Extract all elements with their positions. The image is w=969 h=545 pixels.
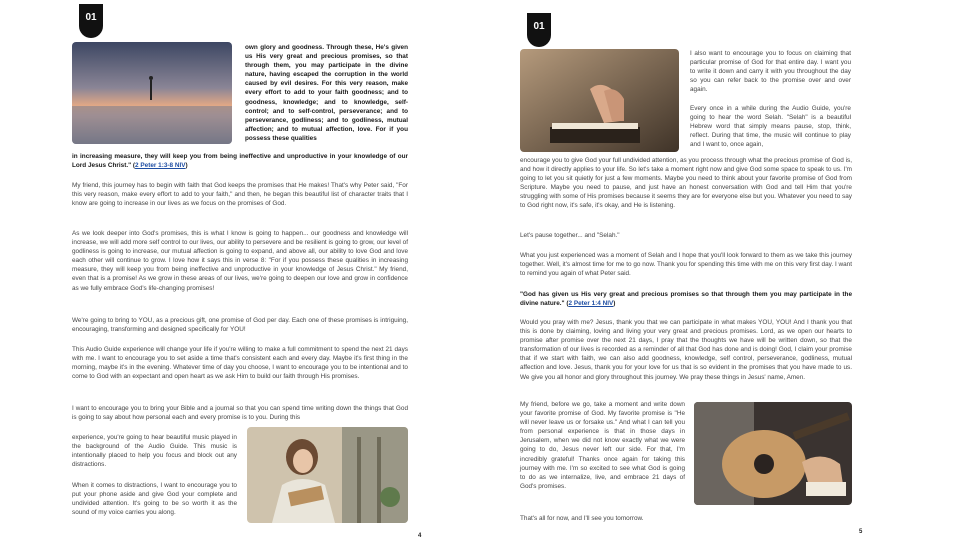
paragraph: Would you pray with me? Jesus, thank you that we can participate in what makes YOU, YOU! And I thank you that this is done by claiming, loving and living your very great and precious promises. Lord, as we open our hearts to promise after promise over the next 21 days, I pray that the thoughts we have will be written down, so that the transformation of our lives is recorded as a reminder of all that God has done and is doing! God, I claim your promise that if we start with faith, we can also add goodness, knowledge, self control, perseverance, godliness, mutual affection and love. Jesus, thank you for your love for us that is so evident in the promises that you have made to us. We give you all honor and glory throughout this journey. We pray these things in Jesus' name, Amen.	[520, 319, 852, 381]
scripture-quote: "God has given us His very great and precious promises so that through them you may participate in the divine nature." (2 Peter 1:4 NIV)	[520, 291, 852, 308]
guitar-bible-photo	[694, 402, 852, 505]
hands-bible-photo	[520, 49, 679, 152]
scripture-part-1: own glory and goodness. Through these, He's given us His very great and precious promises, so that through them, you may participate in the divine nature, having escaped the corruption in the world caused by evil desires. For this very reason, make every effort to add to your faith goodness; and to goodness, knowledge; and to knowledge, self-control; and to self-control, perseverance; and to perseverance, godliness; and to godliness, mutual affection; and to mutual affection, love. For if you possess these qualities	[245, 44, 408, 142]
paragraph: We're going to bring to YOU, as a precious gift, one promise of God per day. Each one of these promises is intriguing, encouraging, transforming and designed specifically for YOU!	[72, 317, 408, 334]
paragraph: Let's pause together... and "Selah."	[520, 232, 620, 239]
paragraph: That's all for now, and I'll see you tomorrow.	[520, 515, 644, 522]
paragraph: encourage you to give God your full undivided attention, as you process through what the precious promise of God is, and how it directly applies to your life. So let's take a moment right now and give God some space to speak to us. I'm going to let you sit quietly for just a few moments. Maybe you need to think about your favorite promise of God from Scripture. Maybe you need to pause, and just have an honest conversation with God and tell Him that you're struggling with some of His promises because it seems they are for everyone else but you. Whatever you need to say to God right now, it's safe, it's okay, and He is listening.	[520, 157, 852, 210]
page-number: 4	[418, 533, 422, 539]
scripture-reference-link[interactable]: 2 Peter 1:3-8 NIV	[135, 162, 186, 170]
scripture-reference-link[interactable]: 2 Peter 1:4 NIV	[568, 300, 614, 308]
sunset-beach-photo	[72, 42, 232, 144]
paragraph: My friend, before we go, take a moment and write down your favorite promise of God. My favorite promise is "He will never leave us or forsake us." And what I can tell you from personal experience is that in those days in Jerusalem, when we did not know exactly what we were going to do, Jesus never left our side. For that, I'm incredibly grateful! Thanks once again for taking this journey with me. I'm so excited to see what God is going to do as we internalize, live, and embrace 21 days of God's promises.	[520, 401, 685, 490]
paragraph: experience, you're going to hear beautiful music played in the background of the Audio Guide. This music is intentionally placed to help you focus and block out any distractions.	[72, 434, 237, 469]
paragraph: This Audio Guide experience will change your life if you're willing to make a full commitment to spend the next 21 days with me. I want to encourage you to set aside a time that's consistent each and every day. Maybe it's first thing in the morning, maybe it's in the evening. Whatever time of day you choose, I want to encourage you to be intentional and to come to God with an expectant and open heart as we ask Him to build our faith through His promises.	[72, 346, 408, 381]
right-page	[484, 0, 969, 545]
paragraph: Every once in a while during the Audio Guide, you're going to hear the word Selah. "Selah" is a beautiful Hebrew word that simply means pause, stop, think, reflect. During that time, the music will continue to play and I want to, once again,	[690, 105, 851, 149]
woman-reading-photo	[247, 427, 408, 523]
paragraph: I also want to encourage you to focus on claiming that particular promise of God for that entire day. I want you to write it down and carry it with you throughout the day so you can refer back to the promise over and over again.	[690, 50, 851, 94]
paragraph: I want to encourage you to bring your Bible and a journal so that you can spend time writing down the things that God is going to say about how personal each and every promise is to you. During this	[72, 405, 408, 422]
day-tab: 01	[79, 4, 103, 38]
day-tab: 01	[527, 13, 551, 47]
paragraph: My friend, this journey has to begin with faith that God keeps the promises that He makes! That's why Peter said, "For this very reason, make every effort to add to your faith," and then, he began this beautiful list of character traits that I know are going to increase in our lives as we focus on the promises of God.	[72, 182, 408, 208]
scripture-part-2: in increasing measure, they will keep you from being ineffective and unproductive in your knowledge of our Lord Jesus Christ." (2 Peter 1:3-8 NIV)	[72, 153, 408, 170]
paragraph: As we look deeper into God's promises, this is what I know is going to happen... our goodness and knowledge will increase, we will add more self control to our lives, our ability to persevere and be resilient is going to grow, our level of godliness is going to increase, our mutual affection is going to expand, and above all, our ability to love God and love each other will continue to grow. I love how it says this in verse 8: "For if you possess these qualities in increasing measure, they will keep you from being ineffective and unproductive in your knowledge of Jesus Christ." My friend, even that is a promise! As we grow in these areas of our lives, we're going to deepen our love and grow in confidence as we fully embrace God's life-changing promises!	[72, 230, 408, 292]
left-page	[0, 0, 484, 545]
paragraph: When it comes to distractions, I want to encourage you to put your phone aside and give God your complete and undivided attention. It's going to be so worth it as the sound of my voice carries you along.	[72, 482, 237, 517]
page-number: 5	[859, 529, 863, 535]
paragraph: What you just experienced was a moment of Selah and I hope that you'll look forward to them as we take this journey together. Well, it's almost time for me to go now. Thank you for spending this time with me on this very first day. I want to remind you again of what Peter said.	[520, 252, 852, 278]
